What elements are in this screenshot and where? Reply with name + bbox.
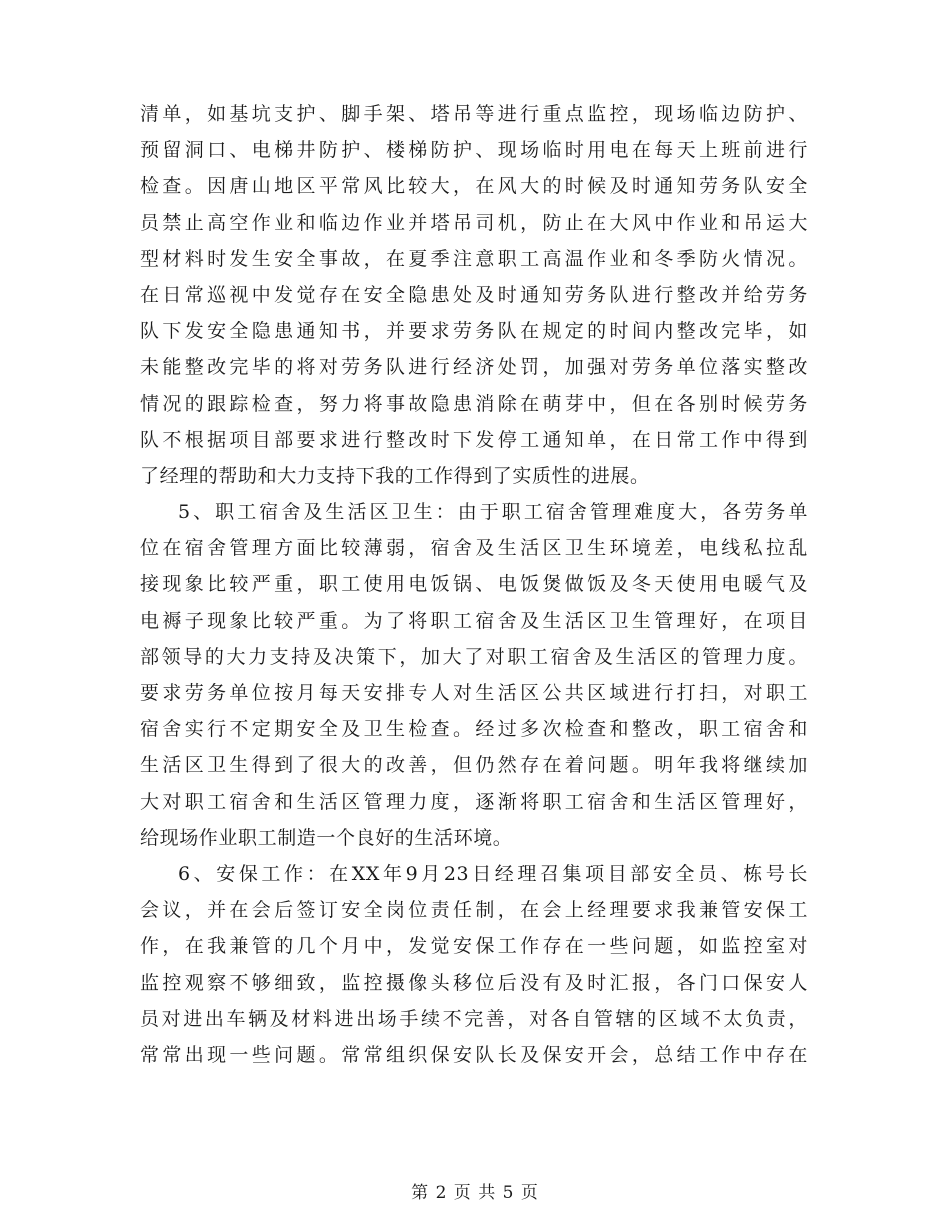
text-line: 大对职工宿舍和生活区管理力度，逐渐将职工宿舍和生活区管理好， <box>140 790 808 813</box>
text-line: 位在宿舍管理方面比较薄弱，宿舍及生活区卫生环境差，电线私拉乱 <box>140 537 808 560</box>
text-line: 了经理的帮助和大力支持下我的工作得到了实质性的进展。 <box>140 464 650 487</box>
text-line: 在日常巡视中发觉存在安全隐患处及时通知劳务队进行整改并给劳务 <box>140 283 808 306</box>
text-line: 会议，并在会后签订安全岗位责任制，在会上经理要求我兼管安保工 <box>140 899 808 922</box>
text-line: 员禁止高空作业和临边作业并塔吊司机，防止在大风中作业和吊运大 <box>140 211 808 234</box>
text-line: 宿舍实行不定期安全及卫生检查。经过多次检查和整改，职工宿舍和 <box>140 718 808 741</box>
paragraph-heading-line: 6、安保工作：在XX年9月23日经理召集项目部安全员、栋号长 <box>178 862 808 885</box>
text-line: 要求劳务单位按月每天安排专人对生活区公共区域进行打扫，对职工 <box>140 682 808 704</box>
text-line: 部领导的大力支持及决策下，加大了对职工宿舍及生活区的管理力度。 <box>140 645 808 668</box>
text-line: 未能整改完毕的将对劳务队进行经济处罚，加强对劳务单位落实整改 <box>140 356 808 379</box>
text-line: 队下发安全隐患通知书，并要求劳务队在规定的时间内整改完毕，如 <box>140 320 808 343</box>
text-line: 情况的跟踪检查，努力将事故隐患消除在萌芽中，但在各别时候劳务 <box>140 392 808 415</box>
text-line: 接现象比较严重，职工使用电饭锅、电饭煲做饭及冬天使用电暖气及 <box>140 573 808 596</box>
text-line: 员对进出车辆及材料进出场手续不完善，对各自管辖的区域不太负责， <box>140 1007 808 1030</box>
text-line: 型材料时发生安全事故，在夏季注意职工高温作业和冬季防火情况。 <box>140 247 808 270</box>
text-line: 检查。因唐山地区平常风比较大，在风大的时候及时通知劳务队安全 <box>140 175 808 198</box>
text-line: 常常出现一些问题。常常组织保安队长及保安开会，总结工作中存在 <box>140 1043 808 1066</box>
text-line: 预留洞口、电梯井防护、楼梯防护、现场临时用电在每天上班前进行 <box>140 139 808 162</box>
text-line: 电褥子现象比较严重。为了将职工宿舍及生活区卫生管理好，在项目 <box>140 609 808 632</box>
page-footer <box>0 1178 950 1203</box>
document-body <box>140 96 808 1073</box>
text-line: 清单，如基坑支护、脚手架、塔吊等进行重点监控，现场临边防护、 <box>140 103 808 125</box>
text-line: 队不根据项目部要求进行整改时下发停工通知单，在日常工作中得到 <box>140 428 808 451</box>
text-line: 生活区卫生得到了很大的改善，但仍然存在着问题。明年我将继续加 <box>140 754 808 777</box>
paragraph-heading-line: 5、职工宿舍及生活区卫生：由于职工宿舍管理难度大，各劳务单 <box>178 501 808 524</box>
text-line: 作，在我兼管的几个月中，发觉安保工作存在一些问题，如监控室对 <box>140 935 808 958</box>
text-line: 监控观察不够细致，监控摄像头移位后没有及时汇报，各门口保安人 <box>140 971 808 994</box>
text-line: 给现场作业职工制造一个良好的生活环境。 <box>140 826 513 849</box>
page-number-label: 第 2 页 共 5 页 <box>411 1183 539 1203</box>
